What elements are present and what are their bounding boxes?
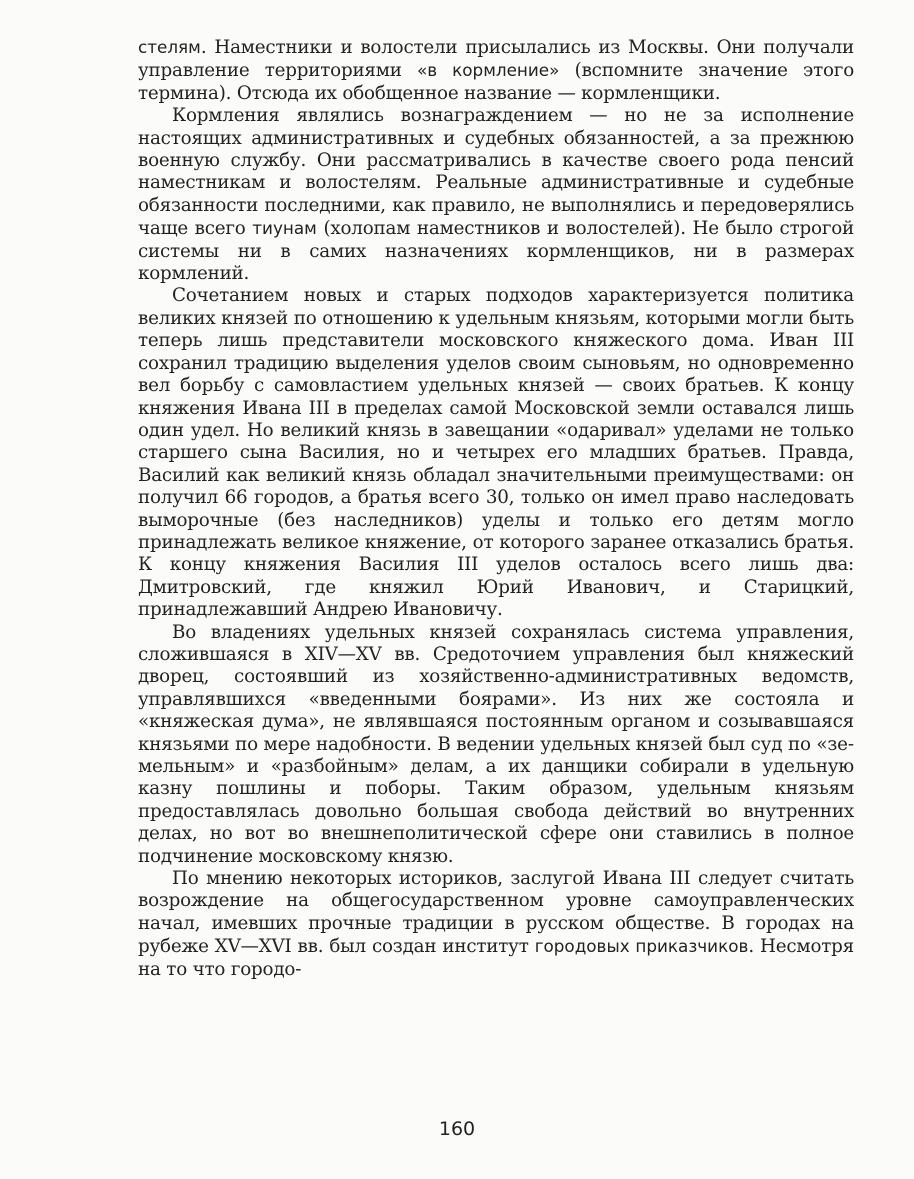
emphasized-term: стелям xyxy=(138,37,201,57)
text-run: Сочетанием новых и старых подходов характеризуется политика великих князей по отношению к удельным князьям, которыми могли быть теперь лишь представители московского княжеского дома. Иван III сохранил традицию выделения уделов своим сыновьям, но одновременно вел борьбу с самовластием удельных князей — своих братьев. К концу княжения Ивана III в пределах самой Московской земли оставался лишь один удел. Но великий князь в завещании «одаривал» уделами не только старшего сына Василия, но и четырех его младших братьев. Правда, Василий как великий князь обладал значительными преимуществами: он получил 66 городов, а братья всего 30, только он имел право наследовать выморочные (без наследников) уделы и только его детям могло принадлежать великое княжение, от которого заранее отказались братья. К концу княжения Василия III уделов осталось всего лишь два: Дмитровский, где княжил Юрий Иванович, и Старицкий, принадлежавший Андрею Ивановичу. xyxy=(138,285,854,621)
text-run: . Несмотря на то что городо- xyxy=(138,936,855,980)
emphasized-term: городовых приказчиков xyxy=(534,936,749,957)
emphasized-term: тиунам xyxy=(252,218,317,239)
paragraph xyxy=(138,622,854,868)
text-run: Кормления являлись вознаграждением — но не за исполнение настоящих административных и судебных обязанностей, а за прежнюю военную службу. Они рассматривались в качестве своего рода пенсий наместникам и волостелям. Реальные административные и судебные обязанности последними, как правило, не выполнялись и передоверялись чаще всего xyxy=(138,105,854,240)
text-run: Во владениях удельных князей сохранялась система управления, сложившаяся в XIV—XV вв. Средоточием управления был княжеский дворец, состоявший из хозяйственно-административных ведомств, управлявшихся «введенными боярами». Из них же состояла и «княжеская дума», не являвшаяся постоянным органом и созывавшаяся князьями по мере надобности. В ведении удельных князей был суд по «земельным» и «разбойным» делам, а их данщики собирали в удельную казну пошлины и поборы. Таким образом, удельным князьям предоставлялась довольно большая свобода действий во внутренних делах, но вот во внешнеполитической сфере они ставились в полное подчинение московскому князю. xyxy=(138,621,854,867)
page-number: 160 xyxy=(438,1118,476,1140)
paragraph xyxy=(138,36,854,105)
text-run: По мнению некоторых историков, заслугой Ивана III следует считать возрождение на общегосударственном уровне самоуправленческих начал, имевших прочные традиции в русском обществе. В городах на рубеже XV—XVI вв. был создан институт xyxy=(138,868,854,958)
body-text xyxy=(138,36,854,981)
paragraph xyxy=(138,285,854,621)
text-run: (холопам наместников и волостелей). Не было строгой системы ни в самих назначениях кормленщиков, ни в размерах кормлений. xyxy=(138,218,854,285)
text-run: . Наместники и волостели присылались из Москвы. Они получали управление территориями xyxy=(138,37,854,82)
paragraph xyxy=(138,868,854,981)
text-run: (вспомните значение этого термина). Отсюда их обобщенное название — кормленщики. xyxy=(138,60,854,104)
paragraph xyxy=(138,105,854,285)
emphasized-term: «в кормление» xyxy=(417,60,560,81)
